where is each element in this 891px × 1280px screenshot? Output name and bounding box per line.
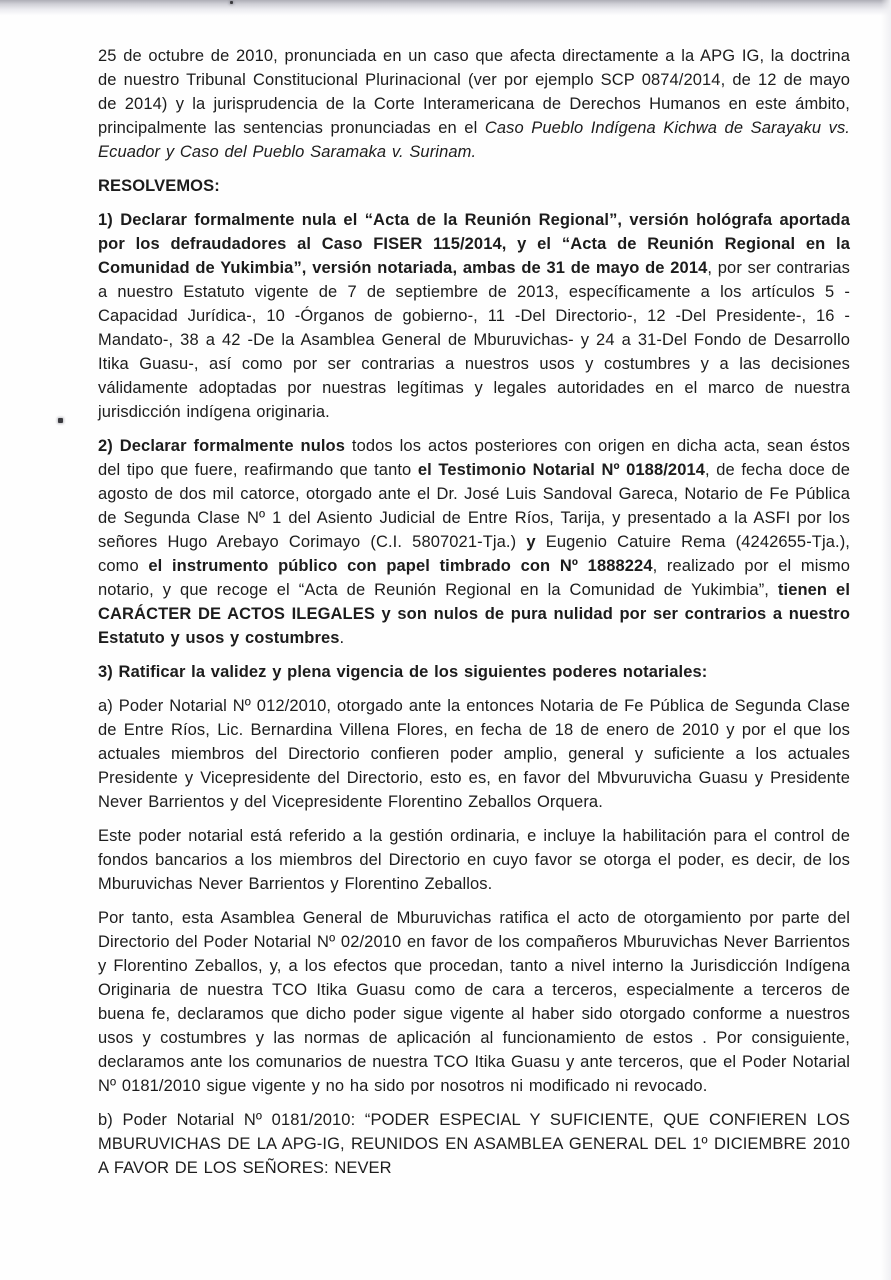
text-segment: b) Poder Notarial Nº 0181/2010: “PODER ESPECIAL Y SUFICIENTE, QUE CONFIEREN LOS MBURUVICHAS DE LA APG-IG, REUNIDOS EN ASAMBLEA GENERAL DEL 1º DICIEMBRE 2010 A FAVOR DE LOS SEÑORES: NEVER (98, 1111, 850, 1177)
paragraph-power-a-ratification (98, 906, 850, 1098)
text-segment: , realizado por el mismo notario, y que recoge el “Acta de Reunión Regional en la Comunidad de Yukimbia”, (98, 557, 850, 599)
text-segment: 2) Declarar formalmente nulos (98, 437, 346, 455)
text-segment: a) Poder Notarial Nº 012/2010, otorgado ante la entonces Notaria de Fe Pública de Segunda Clase de Entre Ríos, Lic. Bernardina Villena Flores, en fecha de 18 de enero de 2010 y por el que los actuales miembros del Directorio confieren poder amplio, general y suficiente a los actuales Presidente y Vicepresidente del Directorio, esto es, en favor del Mbvuruvicha Guasu y Presidente Never Barrientos y del Vicepresidente Florentino Zeballos Orquera. (98, 697, 850, 811)
text-segment: 3) Ratificar la validez y plena vigencia de los siguientes poderes notariales: (98, 663, 708, 681)
text-segment: . (339, 629, 345, 647)
paragraph-resolution-1 (98, 208, 850, 424)
text-segment: 1) Declarar formalmente nula el “Acta de la Reunión Regional”, versión hológrafa aportada por los defraudadores al Caso FISER 115/2014, y el “Acta de Reunión Regional en la Comunidad de Yukimbia”, versión notariada, ambas de 31 de mayo de 2014 (98, 211, 850, 277)
scan-edge-artifact-top (0, 0, 891, 16)
text-segment: , de fecha doce de agosto de dos mil catorce, otorgado ante el Dr. José Luis Sandoval Gareca, Notario de Fe Pública de Segunda Clase Nº 1 del Asiento Judicial de Entre Ríos, Tarija, y presentado a la ASFI por los señores Hugo Arebayo Corimayo (C.I. 5807021-Tja.) (98, 461, 851, 551)
paragraph-power-a (98, 694, 850, 814)
text-segment: tienen el CARÁCTER DE ACTOS ILEGALES y son nulos de pura nulidad por ser contrarios a nuestro Estatuto y usos y costumbres (98, 581, 850, 647)
document-body (98, 44, 850, 1190)
paragraph-power-a-scope (98, 824, 850, 896)
paragraph-resolution-2 (98, 434, 850, 650)
paragraph-power-b (98, 1108, 850, 1180)
scan-speck-margin (58, 418, 63, 423)
text-segment: el instrumento público con papel timbrado con Nº 1888224 (148, 557, 653, 575)
scan-edge-artifact-right (881, 0, 891, 1280)
text-segment: RESOLVEMOS: (98, 177, 220, 195)
text-segment: , por ser contrarias a nuestro Estatuto vigente de 7 de septiembre de 2013, específicamente a los artículos 5 -Capacidad Jurídica-, 10 -Órganos de gobierno-, 11 -Del Directorio-, 12 -Del Presidente-, 16 -Mandato-, 38 a 42 -De la Asamblea General de Mburuvichas- y 24 a 31-Del Fondo de Desarrollo Itika Guasu-, así como por ser contrarias a nuestros usos y costumbres y a las decisiones válidamente adoptadas por nuestras legítimas y legales autoridades en el marco de nuestra jurisdicción indígena originaria. (98, 259, 851, 421)
text-segment: Por tanto, esta Asamblea General de Mburuvichas ratifica el acto de otorgamiento por parte del Directorio del Poder Notarial Nº 02/2010 en favor de los compañeros Mburuvichas Never Barrientos y Florentino Zeballos, y, a los efectos que procedan, tanto a nivel interno la Jurisdicción Indígena Originaria de nuestra TCO Itika Guasu como de cara a terceros, especialmente a terceros de buena fe, declaramos que dicho poder sigue vigente al haber sido otorgado conforme a nuestros usos y costumbres y las normas de aplicación al funcionamiento de estos . Por consiguiente, declaramos ante los comunarios de nuestra TCO Itika Guasu y ante terceros, que el Poder Notarial Nº 0181/2010 sigue vigente y no ha sido por nosotros ni modificado ni revocado. (98, 909, 850, 1095)
text-segment: todos los actos posteriores con origen en dicha acta, sean éstos del tipo que fuere, reafirmando que tanto (98, 437, 850, 479)
paragraph-resolution-3-heading (98, 660, 850, 684)
text-segment: el Testimonio Notarial Nº 0188/2014 (417, 461, 706, 479)
text-segment: Caso Pueblo Indígena Kichwa de Sarayaku vs. Ecuador y Caso del Pueblo Saramaka v. Surinam. (98, 119, 850, 161)
text-segment: Eugenio Catuire Rema (4242655-Tja.), como (98, 533, 850, 575)
text-segment: 25 de octubre de 2010, pronunciada en un caso que afecta directamente a la APG IG, la doctrina de nuestro Tribunal Constitucional Plurinacional (ver por ejemplo SCP 0874/2014, de 12 de mayo de 2014) y la jurisprudencia de la Corte Interamericana de Derechos Humanos en este ámbito, principalmente las sentencias pronunciadas en el (98, 47, 850, 137)
paragraph-resolvemos-heading (98, 174, 850, 198)
scan-speck-top (230, 1, 233, 4)
paragraph-intro (98, 44, 850, 164)
text-segment: y (526, 533, 536, 551)
text-segment: Este poder notarial está referido a la gestión ordinaria, e incluye la habilitación para el control de fondos bancarios a los miembros del Directorio en cuyo favor se otorga el poder, es decir, de los Mburuvichas Never Barrientos y Florentino Zeballos. (98, 827, 850, 893)
